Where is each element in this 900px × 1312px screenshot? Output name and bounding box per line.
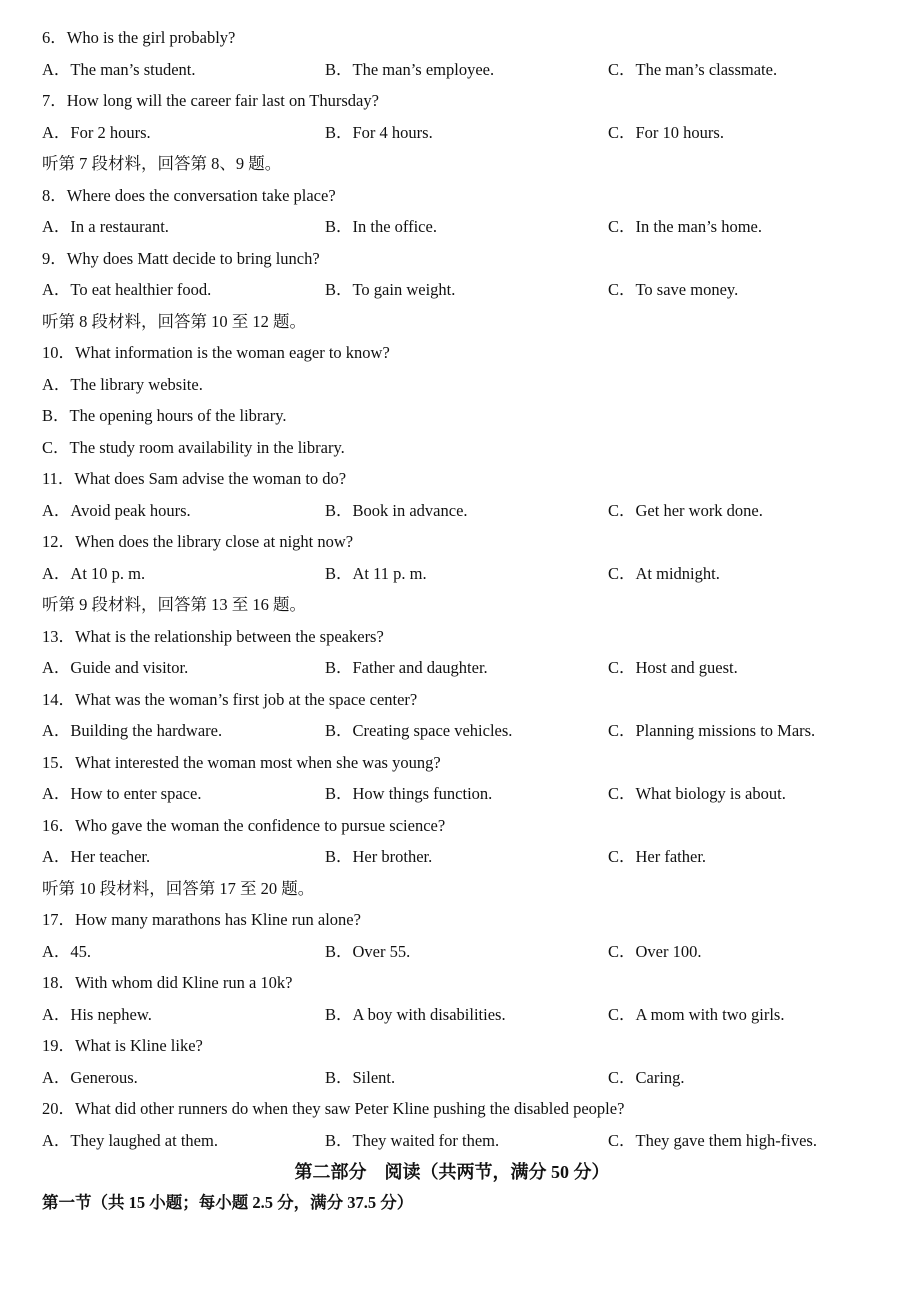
option-a: A．45. [42,941,92,961]
option-a: A．Building the hardware. [42,721,223,740]
question-text: 6．Who is the girl probably? [42,28,236,47]
answer-options [42,652,862,684]
option-a: A．His nephew. [42,1004,152,1024]
option-b: B．Father and daughter. [325,658,488,677]
answer-options [42,936,862,968]
section-title: 第二部分 阅读（共两节，满分 50 分） [294,1162,610,1182]
option-a: A．In a restaurant. [42,217,169,236]
option-b: B．Over 55. [325,941,411,961]
option-a: A．The man’s student. [42,59,196,79]
option-b: B．The man’s employee. [325,59,495,79]
question-text: A．The library website. [42,374,203,394]
option-a: A．To eat healthier food. [42,280,212,299]
question-text: 19．What is Kline like? [42,1036,203,1055]
option-a: A．For 2 hours. [42,122,151,142]
option-b: B．Silent. [325,1067,396,1087]
question-text: B．The opening hours of the library. [42,406,287,425]
option-c: C．Get her work done. [608,500,763,520]
subsection-title: 第一节（共 15 小题；每小题 2.5 分，满分 37.5 分） [42,1193,414,1212]
option-c: C．Her father. [608,847,707,866]
listening-instruction: 听第 8 段材料，回答第 10 至 12 题。 [42,311,306,331]
answer-options [42,841,862,873]
option-b: B．Creating space vehicles. [325,721,513,740]
question-text: 8．Where does the conversation take place? [42,185,336,205]
answer-options [42,558,862,590]
option-c: C．Host and guest. [608,658,738,677]
option-a: A．Avoid peak hours. [42,500,191,520]
option-c: C．Caring. [608,1067,685,1087]
answer-options [42,715,862,747]
option-c: C．In the man’s home. [608,217,762,236]
option-b: B．To gain weight. [325,280,456,299]
answer-options [42,117,862,149]
listening-instruction: 听第 9 段材料，回答第 13 至 16 题。 [42,595,306,614]
option-a: A．How to enter space. [42,784,202,803]
option-c: C．They gave them high-fives. [608,1130,817,1150]
option-c: C．What biology is about. [608,784,786,803]
option-a: A．Guide and visitor. [42,658,189,677]
question-text: 17．How many marathons has Kline run alone? [42,910,361,929]
option-a: A．They laughed at them. [42,1130,218,1150]
option-a: A．Generous. [42,1067,138,1087]
question-text: 16．Who gave the woman the confidence to pursue science? [42,815,446,835]
option-b: B．How things function. [325,784,493,803]
listening-instruction: 听第 7 段材料，回答第 8、9 题。 [42,154,282,173]
option-c: C．For 10 hours. [608,122,724,142]
question-text: 13．What is the relationship between the speakers? [42,626,384,646]
question-text: 15．What interested the woman most when she was young? [42,752,441,772]
option-b: B．For 4 hours. [325,122,433,142]
question-text: 9．Why does Matt decide to bring lunch? [42,248,320,268]
question-text: C．The study room availability in the library. [42,437,345,457]
answer-options [42,274,862,306]
option-c: C．Planning missions to Mars. [608,721,816,740]
option-c: C．The man’s classmate. [608,59,778,79]
answer-options [42,211,862,243]
option-c: C．A mom with two girls. [608,1004,785,1024]
question-text: 12．When does the library close at night now? [42,532,354,551]
option-b: B．A boy with disabilities. [325,1004,506,1024]
question-text: 7．How long will the career fair last on Thursday? [42,91,379,110]
listening-instruction: 听第 10 段材料，回答第 17 至 20 题。 [42,878,315,898]
option-c: C．To save money. [608,280,739,299]
answer-options [42,999,862,1031]
question-list [42,22,862,1156]
option-b: B．At 11 p. m. [325,563,427,583]
question-text: 14．What was the woman’s first job at the space center? [42,689,418,709]
option-b: B．In the office. [325,217,437,236]
option-b: B．They waited for them. [325,1130,500,1150]
exam-page [42,22,862,1218]
question-text: 18．With whom did Kline run a 10k? [42,973,293,992]
option-b: B．Her brother. [325,847,433,866]
option-a: A．At 10 p. m. [42,563,146,583]
option-b: B．Book in advance. [325,500,468,520]
question-text: 11．What does Sam advise the woman to do? [42,469,347,488]
question-text: 10．What information is the woman eager to know? [42,343,390,362]
answer-options [42,778,862,810]
answer-options [42,495,862,527]
answer-options [42,1062,862,1094]
option-c: C．At midnight. [608,563,720,583]
answer-options [42,54,862,86]
option-a: A．Her teacher. [42,847,151,866]
answer-options [42,1125,862,1157]
question-text: 20．What did other runners do when they saw Peter Kline pushing the disabled people? [42,1099,625,1118]
option-c: C．Over 100. [608,941,702,961]
